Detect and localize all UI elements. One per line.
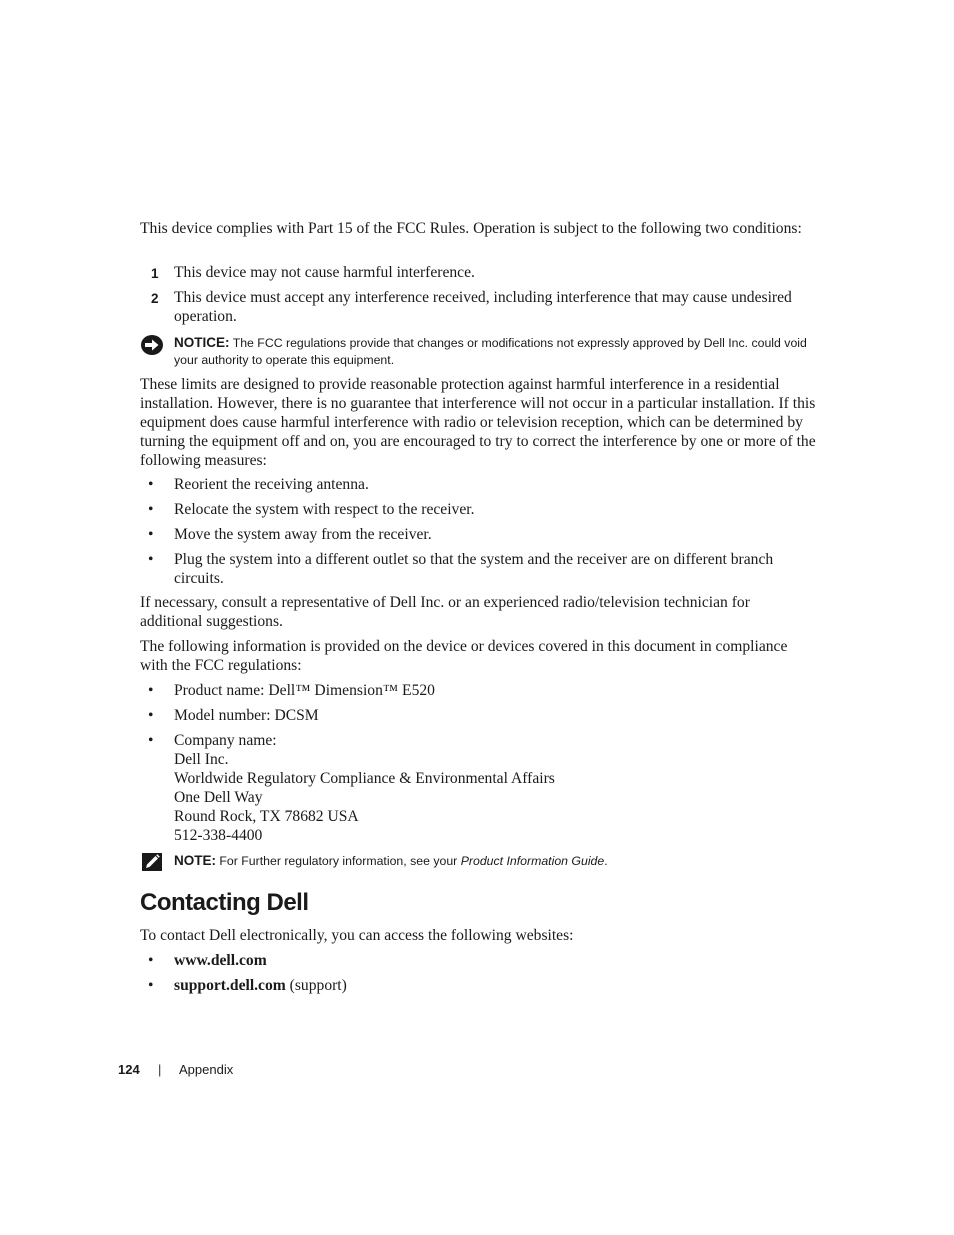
model-number-item <box>140 706 816 725</box>
condition-number: 2 <box>151 291 159 306</box>
bullet-marker: • <box>148 732 154 749</box>
measure-text: Reorient the receiving antenna. <box>174 476 369 493</box>
company-name: Dell Inc. <box>174 751 229 768</box>
info-paragraph: The following information is provided on the device or devices covered in this document in compliance with the FCC regulations: <box>140 638 788 674</box>
notice-text: The FCC regulations provide that changes or modifications not expressly approved by Dell Inc. could void your authority to operate this equipment. <box>174 336 807 367</box>
notice-label: NOTICE: <box>174 335 230 350</box>
footer-separator: | <box>158 1062 162 1077</box>
measure-item <box>140 550 816 588</box>
notice-arrow-icon <box>140 334 164 361</box>
intro-paragraph: This device complies with Part 15 of the FCC Rules. Operation is subject to the following two conditions: <box>140 220 802 237</box>
website-item <box>140 976 816 995</box>
company-phone: 512-338-4400 <box>174 827 263 844</box>
measure-item <box>140 500 816 519</box>
measure-item <box>140 525 816 544</box>
bullet-marker: • <box>148 952 154 969</box>
note-pencil-icon <box>140 852 164 877</box>
bullet-marker: • <box>148 526 154 543</box>
bullet-marker: • <box>148 977 154 994</box>
note-label: NOTE: <box>174 853 216 868</box>
notice-box <box>140 334 820 369</box>
condition-item-2 <box>140 288 816 326</box>
footer-section: Appendix <box>179 1062 234 1077</box>
company-street: One Dell Way <box>174 789 263 806</box>
website-link-dell[interactable]: www.dell.com <box>174 952 267 969</box>
condition-number: 1 <box>151 266 159 281</box>
section-heading: Contacting Dell <box>140 889 309 916</box>
product-name-text: Product name: Dell™ Dimension™ E520 <box>174 682 435 699</box>
bullet-marker: • <box>148 551 154 568</box>
website-suffix: (support) <box>285 977 347 994</box>
measure-text: Move the system away from the receiver. <box>174 526 432 543</box>
product-name-item <box>140 681 816 700</box>
bullet-marker: • <box>148 682 154 699</box>
company-item <box>140 731 816 845</box>
company-label: Company name: <box>174 732 277 749</box>
measure-item <box>140 475 816 494</box>
website-link-support[interactable]: support.dell.com <box>174 977 286 994</box>
measure-text: Relocate the system with respect to the receiver. <box>174 501 475 518</box>
measure-text: Plug the system into a different outlet so that the system and the receiver are on different branch circuits. <box>174 551 774 587</box>
company-address <box>174 731 816 845</box>
consult-paragraph: If necessary, consult a representative of Dell Inc. or an experienced radio/television technician for additional suggestions. <box>140 594 750 630</box>
bullet-marker: • <box>148 501 154 518</box>
note-box <box>140 852 820 870</box>
limits-paragraph: These limits are designed to provide reasonable protection against harmful interference in a residential installation. However, there is no guarantee that interference will not occur in a particular installation. If this equipment does cause harmful interference with radio or television reception, which can be determined by turning the equipment off and on, you are encouraged to try to correct the interference by one or more of the following measures: <box>140 376 816 469</box>
bullet-marker: • <box>148 707 154 724</box>
model-number-text: Model number: DCSM <box>174 707 319 724</box>
condition-text: This device must accept any interference received, including interference that may cause undesired operation. <box>174 289 792 325</box>
page-number: 124 <box>118 1062 140 1077</box>
note-text: For Further regulatory information, see your <box>219 854 458 868</box>
website-item <box>140 951 816 970</box>
bullet-marker: • <box>148 476 154 493</box>
condition-text: This device may not cause harmful interference. <box>174 264 475 281</box>
note-end: . <box>604 854 608 868</box>
contact-intro: To contact Dell electronically, you can access the following websites: <box>140 927 574 944</box>
company-dept: Worldwide Regulatory Compliance & Environmental Affairs <box>174 770 555 787</box>
company-city: Round Rock, TX 78682 USA <box>174 808 359 825</box>
condition-item-1 <box>140 263 816 282</box>
guide-title: Product Information Guide <box>460 854 605 868</box>
